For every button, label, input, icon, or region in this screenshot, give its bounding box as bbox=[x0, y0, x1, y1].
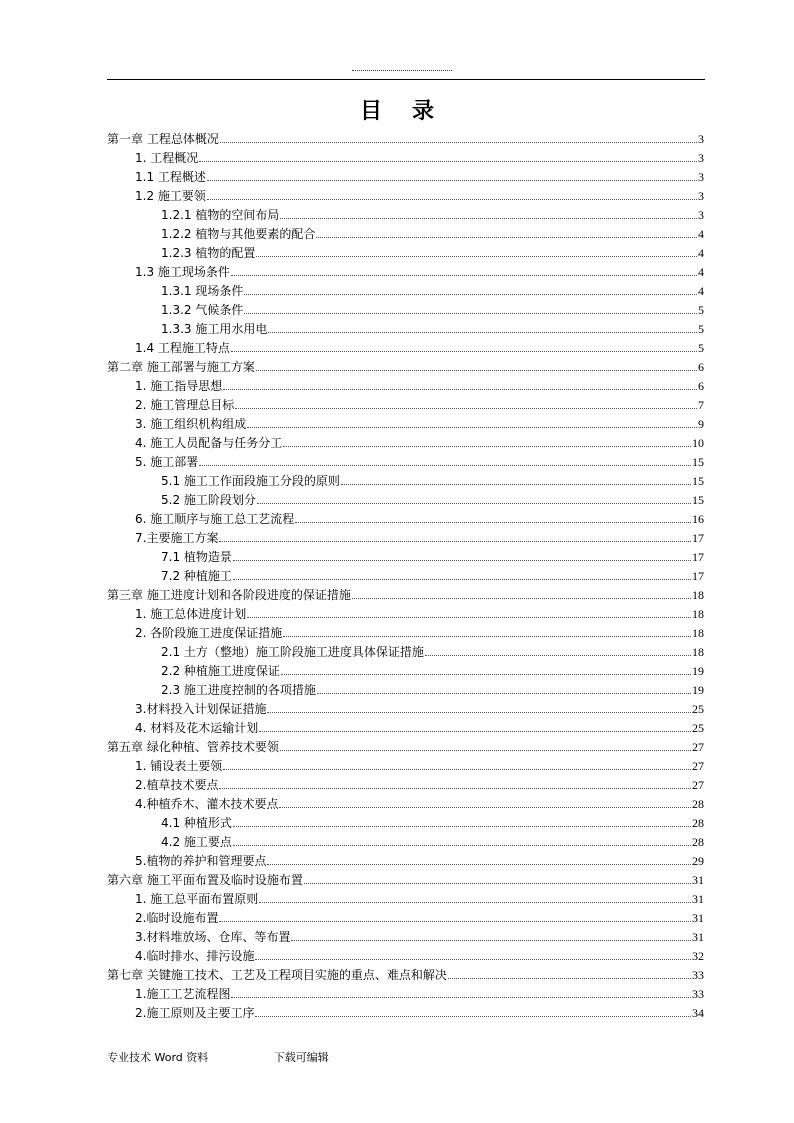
toc-entry[interactable] bbox=[107, 546, 704, 565]
toc-dot-leader bbox=[304, 883, 691, 884]
toc-entry-label: 5. 施工部署 bbox=[135, 455, 199, 469]
toc-entry-page-number: 5 bbox=[698, 341, 704, 355]
toc-entry-page-number: 15 bbox=[692, 455, 704, 469]
toc-entry-label: 2.1 土方（整地）施工阶段施工进度具体保证措施 bbox=[161, 645, 424, 659]
toc-entry-page-number: 19 bbox=[692, 683, 704, 697]
toc-entry[interactable] bbox=[107, 470, 704, 489]
toc-entry-label: 1. 铺设表土要领 bbox=[135, 759, 223, 773]
toc-entry[interactable] bbox=[107, 508, 704, 527]
toc-entry-label: 1.3.2 气候条件 bbox=[161, 303, 244, 317]
toc-entry-page-number: 18 bbox=[692, 626, 704, 640]
toc-dot-leader bbox=[247, 617, 691, 618]
toc-dot-leader bbox=[255, 959, 691, 960]
toc-entry-label: 1.2.2 植物与其他要素的配合 bbox=[161, 227, 316, 241]
toc-entry-page-number: 27 bbox=[692, 778, 704, 792]
toc-entry[interactable] bbox=[107, 318, 704, 337]
toc-dot-leader bbox=[255, 1016, 691, 1017]
toc-entry-page-number: 9 bbox=[698, 417, 704, 431]
toc-dot-leader bbox=[259, 902, 691, 903]
toc-entry[interactable] bbox=[107, 147, 704, 166]
toc-dot-leader bbox=[425, 655, 691, 656]
toc-dot-leader bbox=[267, 864, 691, 865]
toc-entry-label: 2.植草技术要点 bbox=[135, 778, 219, 792]
toc-entry-page-number: 27 bbox=[692, 759, 704, 773]
toc-entry-page-number: 28 bbox=[692, 816, 704, 830]
toc-dot-leader bbox=[341, 484, 691, 485]
toc-entry-label: 4. 材料及花木运输计划 bbox=[135, 721, 259, 735]
toc-entry-page-number: 18 bbox=[692, 588, 704, 602]
toc-entry[interactable] bbox=[107, 983, 704, 1002]
toc-dot-leader bbox=[281, 674, 691, 675]
toc-entry[interactable] bbox=[107, 869, 704, 888]
toc-entry[interactable] bbox=[107, 736, 704, 755]
toc-entry[interactable] bbox=[107, 356, 704, 375]
toc-entry-page-number: 10 bbox=[692, 436, 704, 450]
toc-entry[interactable] bbox=[107, 565, 704, 584]
header-rule bbox=[107, 79, 705, 80]
toc-entry[interactable] bbox=[107, 812, 704, 831]
toc-dot-leader bbox=[283, 446, 691, 447]
toc-entry-label: 4. 施工人员配备与任务分工 bbox=[135, 436, 283, 450]
toc-entry[interactable] bbox=[107, 641, 704, 660]
footer-right-text: 下载可编辑 bbox=[273, 1051, 329, 1064]
toc-entry[interactable] bbox=[107, 679, 704, 698]
toc-entry[interactable] bbox=[107, 850, 704, 869]
toc-entry-label: 第七章 关键施工技术、工艺及工程项目实施的重点、难点和解决 bbox=[107, 968, 447, 982]
toc-entry[interactable] bbox=[107, 432, 704, 451]
toc-entry-page-number: 6 bbox=[698, 379, 704, 393]
toc-entry[interactable] bbox=[107, 375, 704, 394]
toc-entry[interactable] bbox=[107, 280, 704, 299]
toc-dot-leader bbox=[223, 389, 697, 390]
toc-entry[interactable] bbox=[107, 299, 704, 318]
toc-dot-leader bbox=[256, 256, 697, 257]
toc-entry[interactable] bbox=[107, 527, 704, 546]
toc-entry-label: 2.2 种植施工进度保证 bbox=[161, 664, 280, 678]
toc-entry-page-number: 34 bbox=[692, 1006, 704, 1020]
toc-entry[interactable] bbox=[107, 907, 704, 926]
toc-entry-page-number: 4 bbox=[698, 246, 704, 260]
toc-entry-label: 3.材料堆放场、仓库、等布置 bbox=[135, 930, 291, 944]
toc-entry[interactable] bbox=[107, 337, 704, 356]
toc-entry-page-number: 7 bbox=[698, 398, 704, 412]
toc-entry[interactable] bbox=[107, 394, 704, 413]
toc-dot-leader bbox=[244, 313, 697, 314]
toc-entry[interactable] bbox=[107, 717, 704, 736]
toc-dot-leader bbox=[317, 693, 691, 694]
toc-entry-page-number: 29 bbox=[692, 854, 704, 868]
toc-entry[interactable] bbox=[107, 584, 704, 603]
toc-entry[interactable] bbox=[107, 603, 704, 622]
toc-entry-label: 4.种植乔木、灌木技术要点 bbox=[135, 797, 279, 811]
toc-dot-leader bbox=[283, 636, 691, 637]
toc-entry-page-number: 17 bbox=[692, 531, 704, 545]
header-dotted-line bbox=[352, 70, 452, 71]
toc-entry-page-number: 33 bbox=[692, 968, 704, 982]
toc-entry-label: 1. 施工指导思想 bbox=[135, 379, 223, 393]
toc-entry-label: 1. 施工总体进度计划 bbox=[135, 607, 247, 621]
toc-entry-label: 第五章 绿化种植、管养技术要领 bbox=[107, 740, 279, 754]
toc-dot-leader bbox=[207, 199, 697, 200]
toc-entry-page-number: 27 bbox=[692, 740, 704, 754]
toc-dot-leader bbox=[207, 180, 697, 181]
toc-entry-label: 3. 施工组织机构组成 bbox=[135, 417, 247, 431]
toc-entry[interactable] bbox=[107, 793, 704, 812]
page-title: 目录 bbox=[359, 98, 464, 124]
toc-dot-leader bbox=[231, 997, 691, 998]
toc-entry[interactable] bbox=[107, 413, 704, 432]
toc-entry-page-number: 3 bbox=[698, 170, 704, 184]
toc-entry[interactable] bbox=[107, 945, 704, 964]
toc-dot-leader bbox=[280, 218, 697, 219]
toc-entry-page-number: 4 bbox=[698, 227, 704, 241]
toc-entry-page-number: 5 bbox=[698, 322, 704, 336]
toc-entry-page-number: 28 bbox=[692, 835, 704, 849]
toc-dot-leader bbox=[219, 788, 691, 789]
toc-dot-leader bbox=[233, 826, 691, 827]
toc-entry-page-number: 3 bbox=[698, 189, 704, 203]
toc-entry[interactable] bbox=[107, 204, 704, 223]
toc-entry-page-number: 15 bbox=[692, 493, 704, 507]
toc-dot-leader bbox=[257, 503, 691, 504]
toc-entry-page-number: 18 bbox=[692, 607, 704, 621]
table-of-contents bbox=[107, 128, 704, 1021]
toc-dot-leader bbox=[291, 940, 691, 941]
toc-entry-label: 2.临时设施布置 bbox=[135, 911, 219, 925]
toc-entry[interactable] bbox=[107, 926, 704, 945]
toc-dot-leader bbox=[280, 750, 691, 751]
toc-entry[interactable] bbox=[107, 755, 704, 774]
toc-entry-label: 1.3.1 现场条件 bbox=[161, 284, 244, 298]
toc-dot-leader bbox=[256, 370, 697, 371]
toc-entry-page-number: 3 bbox=[698, 208, 704, 222]
toc-entry-page-number: 3 bbox=[698, 151, 704, 165]
toc-entry-label: 2. 施工管理总目标 bbox=[135, 398, 235, 412]
toc-entry-label: 4.临时排水、排污设施 bbox=[135, 949, 255, 963]
toc-dot-leader bbox=[259, 731, 691, 732]
toc-entry-label: 2.3 施工进度控制的各项措施 bbox=[161, 683, 316, 697]
toc-entry-label: 第二章 施工部署与施工方案 bbox=[107, 360, 255, 374]
toc-dot-leader bbox=[231, 351, 697, 352]
toc-entry-page-number: 28 bbox=[692, 797, 704, 811]
toc-entry-label: 1.1 工程概述 bbox=[135, 170, 206, 184]
toc-dot-leader bbox=[223, 769, 691, 770]
toc-entry-label: 7.主要施工方案 bbox=[135, 531, 219, 545]
toc-entry[interactable] bbox=[107, 831, 704, 850]
page-footer bbox=[107, 1049, 329, 1065]
toc-entry[interactable] bbox=[107, 185, 704, 204]
toc-entry-page-number: 17 bbox=[692, 569, 704, 583]
toc-entry-page-number: 18 bbox=[692, 645, 704, 659]
toc-entry-label: 1.施工工艺流程图 bbox=[135, 987, 231, 1001]
toc-entry-page-number: 5 bbox=[698, 303, 704, 317]
toc-entry-label: 4.2 施工要点 bbox=[161, 835, 232, 849]
toc-entry-page-number: 4 bbox=[698, 265, 704, 279]
toc-entry[interactable] bbox=[107, 242, 704, 261]
toc-entry-label: 第一章 工程总体概况 bbox=[107, 132, 219, 146]
toc-dot-leader bbox=[247, 427, 697, 428]
toc-entry-page-number: 6 bbox=[698, 360, 704, 374]
toc-entry-page-number: 31 bbox=[692, 892, 704, 906]
toc-entry-label: 1.2 施工要领 bbox=[135, 189, 206, 203]
toc-dot-leader bbox=[233, 579, 691, 580]
toc-entry-label: 7.1 植物造景 bbox=[161, 550, 232, 564]
toc-entry-label: 5.植物的养护和管理要点 bbox=[135, 854, 267, 868]
toc-entry-page-number: 3 bbox=[698, 132, 704, 146]
footer-left-text: 专业技术 Word 资料 bbox=[107, 1051, 209, 1064]
toc-entry-page-number: 31 bbox=[692, 873, 704, 887]
toc-entry[interactable] bbox=[107, 223, 704, 242]
toc-entry-label: 1.3.3 施工用水用电 bbox=[161, 322, 268, 336]
toc-entry[interactable] bbox=[107, 261, 704, 280]
toc-dot-leader bbox=[268, 332, 697, 333]
toc-entry-label: 第三章 施工进度计划和各阶段进度的保证措施 bbox=[107, 588, 351, 602]
toc-entry-label: 1. 施工总平面布置原则 bbox=[135, 892, 259, 906]
toc-entry-label: 3.材料投入计划保证措施 bbox=[135, 702, 267, 716]
toc-dot-leader bbox=[219, 541, 691, 542]
toc-entry[interactable] bbox=[107, 888, 704, 907]
toc-dot-leader bbox=[244, 294, 697, 295]
toc-dot-leader bbox=[352, 598, 691, 599]
toc-entry-page-number: 4 bbox=[698, 284, 704, 298]
toc-dot-leader bbox=[220, 142, 697, 143]
toc-dot-leader bbox=[295, 522, 691, 523]
toc-entry-label: 第六章 施工平面布置及临时设施布置 bbox=[107, 873, 303, 887]
toc-entry-page-number: 15 bbox=[692, 474, 704, 488]
toc-entry-page-number: 31 bbox=[692, 911, 704, 925]
toc-dot-leader bbox=[233, 560, 691, 561]
toc-entry[interactable] bbox=[107, 622, 704, 641]
toc-entry[interactable] bbox=[107, 698, 704, 717]
toc-entry-label: 4.1 种植形式 bbox=[161, 816, 232, 830]
toc-entry[interactable] bbox=[107, 166, 704, 185]
toc-entry-label: 5.1 施工工作面段施工分段的原则 bbox=[161, 474, 340, 488]
toc-entry[interactable] bbox=[107, 451, 704, 470]
toc-entry[interactable] bbox=[107, 128, 704, 147]
toc-entry-page-number: 19 bbox=[692, 664, 704, 678]
toc-entry-page-number: 31 bbox=[692, 930, 704, 944]
toc-entry[interactable] bbox=[107, 489, 704, 508]
toc-entry-label: 1.3 施工现场条件 bbox=[135, 265, 230, 279]
toc-entry[interactable] bbox=[107, 1002, 704, 1021]
toc-dot-leader bbox=[267, 712, 691, 713]
toc-entry-label: 5.2 施工阶段划分 bbox=[161, 493, 256, 507]
toc-entry-label: 2.施工原则及主要工序 bbox=[135, 1006, 255, 1020]
toc-dot-leader bbox=[199, 161, 697, 162]
toc-entry-page-number: 16 bbox=[692, 512, 704, 526]
toc-dot-leader bbox=[279, 807, 691, 808]
toc-entry-page-number: 17 bbox=[692, 550, 704, 564]
toc-entry-label: 6. 施工顺序与施工总工艺流程 bbox=[135, 512, 295, 526]
toc-entry[interactable] bbox=[107, 774, 704, 793]
toc-entry-label: 1. 工程概况 bbox=[135, 151, 199, 165]
toc-entry-label: 1.2.3 植物的配置 bbox=[161, 246, 256, 260]
toc-entry-label: 2. 各阶段施工进度保证措施 bbox=[135, 626, 283, 640]
toc-entry-page-number: 25 bbox=[692, 702, 704, 716]
toc-dot-leader bbox=[199, 465, 691, 466]
toc-entry-page-number: 33 bbox=[692, 987, 704, 1001]
toc-entry-page-number: 25 bbox=[692, 721, 704, 735]
toc-entry-label: 1.2.1 植物的空间布局 bbox=[161, 208, 280, 222]
toc-entry-label: 7.2 种植施工 bbox=[161, 569, 232, 583]
toc-dot-leader bbox=[231, 275, 697, 276]
toc-dot-leader bbox=[448, 978, 691, 979]
toc-entry-label: 1.4 工程施工特点 bbox=[135, 341, 230, 355]
toc-dot-leader bbox=[219, 921, 691, 922]
toc-entry[interactable] bbox=[107, 660, 704, 679]
toc-entry[interactable] bbox=[107, 964, 704, 983]
toc-dot-leader bbox=[316, 237, 697, 238]
toc-entry-page-number: 32 bbox=[692, 949, 704, 963]
toc-dot-leader bbox=[233, 845, 691, 846]
toc-dot-leader bbox=[235, 408, 697, 409]
